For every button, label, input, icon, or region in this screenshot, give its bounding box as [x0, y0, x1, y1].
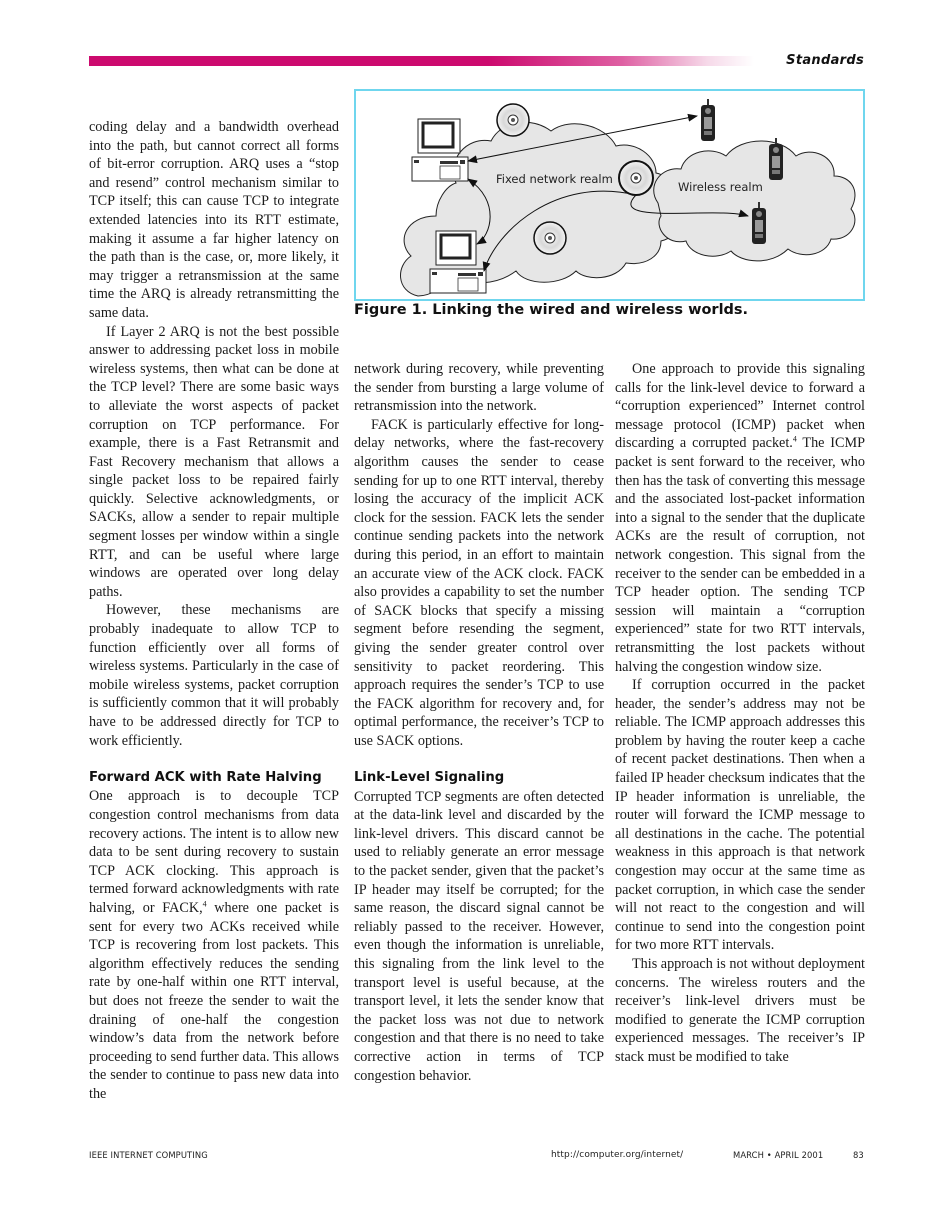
footer-issue-date: MARCH • APRIL 2001: [733, 1150, 824, 1160]
paragraph: One approach is to decouple TCP congestion control mechanisms from data recovery actions. The intent is to allow new data to be sent during recovery to sustain TCP ACK clocking. This approach is termed forward acknowledgments with rate halving, or FACK,$^4$ where one packet is sent for every two ACKs received while TCP is recovering from lost packets. This algorithm effectively reduces the sending rate by one-half within one RTT interval, but does not freeze the sender to wait the draining of one-half the congestion window’s data from the network before proceeding to send further data. This allows the sender to continue to pass new data into the: [89, 788, 339, 1102]
footer-url-link[interactable]: http://computer.org/internet/: [551, 1150, 684, 1160]
paragraph: network during recovery, while preventing the sender from bursting a large volume of retransmission into the network.: [354, 361, 604, 415]
paragraph: Corrupted TCP segments are often detected at the data-link level and discarded by the link-level drivers. This discard cannot be used to reliably generate an error message to the packet sender, given that the packet’s IP header may itself be corrupted; for the same reason, the discard signal cannot be reliably passed to the receiver. However, even though the information is unreliable, this signaling from the link level to the transport level is useful because, at the transport level, it lets the sender know that the packet loss was not due to network congestion and that there is no need to take corrective action in terms of TCP congestion behavior.: [354, 788, 604, 1084]
section-heading: Forward ACK with Rate Halving: [89, 769, 322, 785]
computer-icon: [412, 119, 468, 181]
paragraph: coding delay and a bandwidth overhead into the path, but cannot correct all forms of bit-error corruption. ARQ uses a “stop and resend” control mechanism similar to TCP itself; this can cause TCP to integrate extended latencies into its RTT estimate, making it assume a far higher latency on the path than is the case, or, more likely, it may trigger a retransmission at the same time the ARQ is already retransmitting the same data.: [89, 119, 339, 321]
header-accent-bar: [89, 56, 754, 66]
page-number: 83: [853, 1150, 864, 1160]
reference-marker[interactable]: 4: [792, 434, 797, 444]
paragraph: However, these mechanisms are probably inadequate to allow TCP to function efficiently over all forms of wireless systems. Particularly in the case of mobile wireless systems, packet corruption is sufficiently common that it will probably have to be addressed directly for TCP to work efficiently.: [89, 602, 339, 749]
figure-1: [354, 89, 865, 301]
fixed-network-label: Fixed network realm: [496, 172, 613, 186]
mobile-phone-icon: [769, 138, 783, 180]
footer-publication: IEEE INTERNET COMPUTING: [89, 1150, 208, 1160]
column-2: [354, 360, 604, 1085]
paragraph: If corruption occurred in the packet header, the sender’s address may not be reliable. The ICMP approach addresses this problem by having the router keep a cache of recent packet destinations. Then when a failed IP header checksum indicates that the IP header information is unreliable, the router will forward the ICMP message to all destinations in the cache. The potential weakness in this approach is that network congestion may occur at the same time as packet corruption, in which case the sender will not react to the congestion and will continue to send into the congestion point for two more RTT intervals.: [615, 677, 865, 954]
mobile-phone-icon: [701, 99, 715, 141]
router-icon: [619, 161, 653, 195]
reference-marker[interactable]: 4: [202, 899, 207, 909]
section-name: Standards: [786, 53, 864, 68]
column-3: [615, 360, 865, 1067]
column-1: [89, 118, 339, 1103]
section-heading: Link-Level Signaling: [354, 770, 505, 786]
figure-caption: Figure 1. Linking the wired and wireless worlds.: [354, 302, 749, 318]
wireless-label: Wireless realm: [678, 180, 763, 194]
router-icon: [497, 104, 529, 136]
paragraph: One approach to provide this signaling calls for the link-level device to forward a “corruption experienced” Internet control message protocol (ICMP) packet when discarding a corrupted packet.$^4$ The ICMP packet is sent forward to the receiver, who then has the task of converting this message and the associated lost-packet information into a signal to the sender that the duplicate ACKs are the result of corruption, not network congestion. This signal from the receiver to the sender can be embedded in a TCP header option. The sending TCP session will maintain a “corruption experienced” state for two RTT intervals, retransmitting the lost packets without halving the congestion window size.: [615, 361, 865, 675]
network-diagram: [356, 91, 863, 299]
paragraph: If Layer 2 ARQ is not the best possible answer to addressing packet loss in mobile wireless systems, then what can be done at the TCP level? There are some basic ways to alleviate the worst aspects of packet corruption on TCP performance. For example, there is a Fast Retransmit and Fast Recovery mechanism that allows a single packet loss to be repaired fairly quickly. Selective acknowledgments, or SACKs, allow a sender to repair multiple segment losses per window within a single RTT, and can be useful where large windows are operated over long delay paths.: [89, 323, 339, 600]
paragraph: This approach is not without deployment concerns. The wireless routers and the receiver’s link-level drivers must be modified to generate the ICMP corruption experienced messages. The receiver’s IP stack must be modified to take: [615, 956, 865, 1065]
mobile-phone-icon: [752, 202, 766, 244]
router-icon: [534, 222, 566, 254]
paragraph: FACK is particularly effective for long-delay networks, where the fast-recovery algorithm causes the sender to cease sending for up to one RTT interval, thereby losing the accuracy of the implicit ACK clock for the session. FACK lets the sender continue sending packets into the network during this period, in an effort to maintain an accurate view of the ACK clock. FACK also provides a capability to set the number of SACK blocks that specify a missing segment before resending the segment, giving the sender greater control over sensitivity to packet reordering. This approach requires the sender’s TCP to use the FACK algorithm for recovery and, for optimal performance, the receiver’s TCP to use SACK options.: [354, 416, 604, 749]
